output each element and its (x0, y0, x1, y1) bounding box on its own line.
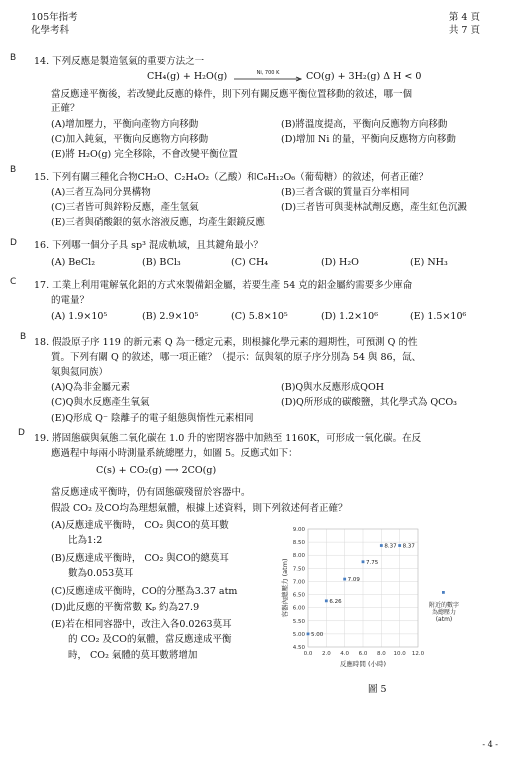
legend-text: 附近的數字 (428, 602, 460, 609)
figure-caption: 圖 5 (368, 684, 387, 695)
data-point (362, 560, 365, 563)
y-tick-label: 5.00 (292, 631, 305, 638)
q14-stem: 14. 下列反應是製造氫氣的重要方法之一 (34, 56, 205, 67)
y-tick-label: 6.00 (292, 605, 305, 612)
q17-option-d: (D) 1.2×10⁶ (321, 311, 379, 322)
y-tick-label: 6.50 (292, 592, 305, 599)
q16-stem: 16. 下列哪一個分子具 sp³ 混成軌域，且其鍵角最小？ (34, 240, 263, 251)
legend-text: 為總壓力 (431, 609, 457, 616)
header-exam-year: 105年指考 (31, 12, 78, 23)
legend-text: (atm) (435, 616, 453, 623)
q17-option-b: (B) 2.9×10⁵ (142, 311, 199, 322)
q18-option-d: (D)Q所形成的碳酸鹽，其化學式為 QCO₃ (281, 397, 457, 408)
footer-page-number: - 4 - (482, 740, 498, 749)
q17-option-c: (C) 5.8×10⁵ (231, 311, 288, 322)
x-tick-label: 12.0 (411, 651, 425, 657)
q14-arrow-label: Ni, 700 K (256, 70, 280, 76)
data-label: 7.75 (366, 559, 379, 566)
y-tick-label: 8.50 (292, 540, 305, 547)
q17-option-a: (A) 1.9×10⁵ (51, 311, 108, 322)
q19-option-a-line1: (A)反應達成平衡時， CO₂ 與CO的莫耳數 (51, 520, 229, 531)
x-tick-label: 2.0 (321, 651, 331, 657)
q14-equation-right: CO(g) + 3H₂(g) Δ H < 0 (306, 71, 422, 82)
q18-line3: 氡與氦同族） (51, 367, 109, 378)
data-label: 6.26 (329, 598, 342, 605)
q18-option-c: (C)Q與水反應產生氧氣 (51, 397, 150, 408)
q19-option-b-line1: (B)反應達成平衡時， CO₂ 與CO的總莫耳 (51, 553, 229, 564)
right-arrow-icon (233, 76, 303, 82)
data-point (380, 544, 383, 547)
q14-option-e: (E)將 H₂O(g) 完全移除，不會改變平衡位置 (51, 149, 238, 160)
answer-mark-q15: B (10, 165, 17, 175)
pressure-time-scatter-chart (278, 523, 492, 673)
y-tick-label: 8.00 (292, 553, 305, 560)
q19-equation: C(s) + CO₂(g) ⟶ 2CO(g) (96, 465, 217, 476)
data-point (307, 632, 310, 635)
q15-option-d: (D)三者皆可與斐林試劑反應，產生紅色沉澱 (281, 202, 468, 213)
answer-mark-q16: D (10, 238, 17, 248)
q19-option-e-line3: 時， CO₂ 氣體的莫耳數將增加 (68, 650, 198, 661)
q15-option-c: (C)三者皆可與鋅粉反應，產生氫氣 (51, 202, 199, 213)
q16-option-a: (A) BeCl₂ (51, 257, 96, 268)
q15-option-a: (A)三者互為同分異構物 (51, 187, 151, 198)
answer-mark-q18: B (20, 332, 27, 342)
q14-option-c: (C)加入鈍氣，平衡向反應物方向移動 (51, 134, 209, 145)
figure-5-chart (278, 523, 492, 673)
legend-marker (442, 591, 445, 594)
q18-option-b: (B)Q與水反應形成QOH (281, 382, 385, 393)
q19-line2: 應過程中每兩小時測量系統總壓力，如圖 5。反應式如下： (51, 448, 298, 459)
q14-line2: 正確？ (51, 103, 80, 114)
data-point (325, 599, 328, 602)
y-axis-label: 容器內總壓力 (atm) (281, 558, 289, 618)
answer-mark-q17: C (10, 277, 17, 287)
y-tick-label: 7.00 (292, 579, 305, 586)
q17-stem: 17. 工業上利用電解氧化鋁的方式來製備鋁金屬，若要生產 54 克的鋁金屬約需要多少庫侖 (34, 280, 413, 291)
x-tick-label: 0.0 (303, 651, 313, 657)
data-label: 8.37 (384, 543, 397, 550)
q14-option-b: (B)將溫度提高，平衡向反應物方向移動 (281, 119, 448, 130)
x-tick-label: 6.0 (358, 651, 368, 657)
header-subject: 化學考科 (31, 25, 70, 36)
q14-equation-left: CH₄(g) + H₂O(g) (147, 71, 228, 82)
q15-stem: 15. 下列有關三種化合物CH₂O、C₂H₄O₂（乙酸）和C₆H₁₂O₆（葡萄糖）的敘述，何者正確？ (34, 172, 429, 183)
q15-option-e: (E)三者與硝酸銀的氨水溶液反應，均產生銀鏡反應 (51, 217, 265, 228)
q18-line2: 質。下列有關 Q 的敘述，哪一項正確？（提示：氙與氡的原子序分別為 54 與 86，氙、 (51, 352, 422, 363)
q16-option-b: (B) BCl₃ (142, 257, 181, 268)
data-point (343, 578, 346, 581)
q18-option-a: (A)Q為非金屬元素 (51, 382, 131, 393)
q19-option-e-line2: 的 CO₂ 及CO的氣體，當反應達成平衡 (68, 634, 232, 645)
q14-option-d: (D)增加 Ni 的量，平衡向反應物方向移動 (281, 134, 456, 145)
q18-option-e: (E)Q形成 Q⁻ 陰離子的電子組態與惰性元素相同 (51, 413, 254, 424)
q19-option-d: (D)此反應的平衡常數 Kₚ 約為27.9 (51, 602, 200, 613)
q16-option-e: (E) NH₃ (410, 257, 448, 268)
x-axis-label: 反應時間 (小時) (339, 660, 387, 668)
data-label: 7.09 (347, 577, 360, 584)
y-tick-label: 5.50 (292, 618, 305, 625)
header-page-number: 第 4 頁 (448, 12, 480, 23)
x-tick-label: 8.0 (376, 651, 386, 657)
data-label: 8.37 (402, 543, 415, 550)
q14-option-a: (A)增加壓力，平衡向產物方向移動 (51, 119, 199, 130)
q18-line1: 18. 假設原子序 119 的新元素 Q 為一穩定元素，則根據化學元素的週期性，可預測 Q 的性 (34, 337, 418, 348)
q19-option-b-line2: 數為0.053莫耳 (68, 568, 134, 579)
q15-option-b: (B)三者含碳的質量百分率相同 (281, 187, 410, 198)
data-point (398, 544, 401, 547)
q17-stem-cont: 的電量？ (51, 295, 90, 306)
q19-option-a-line2: 比為1:2 (68, 535, 103, 546)
q19-line3: 當反應達成平衡時，仍有固態碳殘留於容器中。 (51, 487, 251, 498)
q16-option-d: (D) H₂O (321, 257, 359, 268)
q17-option-e: (E) 1.5×10⁶ (410, 311, 467, 322)
y-tick-label: 4.50 (292, 645, 305, 651)
q19-option-e-line1: (E)若在相同容器中，改注入各0.0263莫耳 (51, 619, 232, 630)
q19-line4: 假設 CO₂ 及CO均為理想氣體，根據上述資料，則下列敘述何者正確？ (51, 503, 348, 514)
answer-mark-q19: D (18, 428, 25, 438)
x-tick-label: 4.0 (340, 651, 350, 657)
y-tick-label: 9.00 (292, 527, 305, 533)
q19-line1: 19. 將固態碳與氣態二氧化碳在 1.0 升的密閉容器中加熱至 1160K，可形成一氧化碳。在反 (34, 433, 422, 444)
q19-option-c: (C)反應達成平衡時，CO的分壓為3.37 atm (51, 586, 238, 597)
header-total-pages: 共 7 頁 (448, 25, 480, 36)
q16-option-c: (C) CH₄ (231, 257, 269, 268)
answer-mark-q14: B (10, 53, 17, 63)
y-tick-label: 7.50 (292, 566, 305, 573)
q14-reaction-arrow (233, 70, 303, 82)
data-label: 5.00 (311, 631, 324, 638)
q14-line1: 當反應達平衡後，若改變此反應的條件，則下列有關反應平衡位置移動的敘述，哪一個 (51, 89, 413, 100)
x-tick-label: 10.0 (393, 651, 406, 657)
